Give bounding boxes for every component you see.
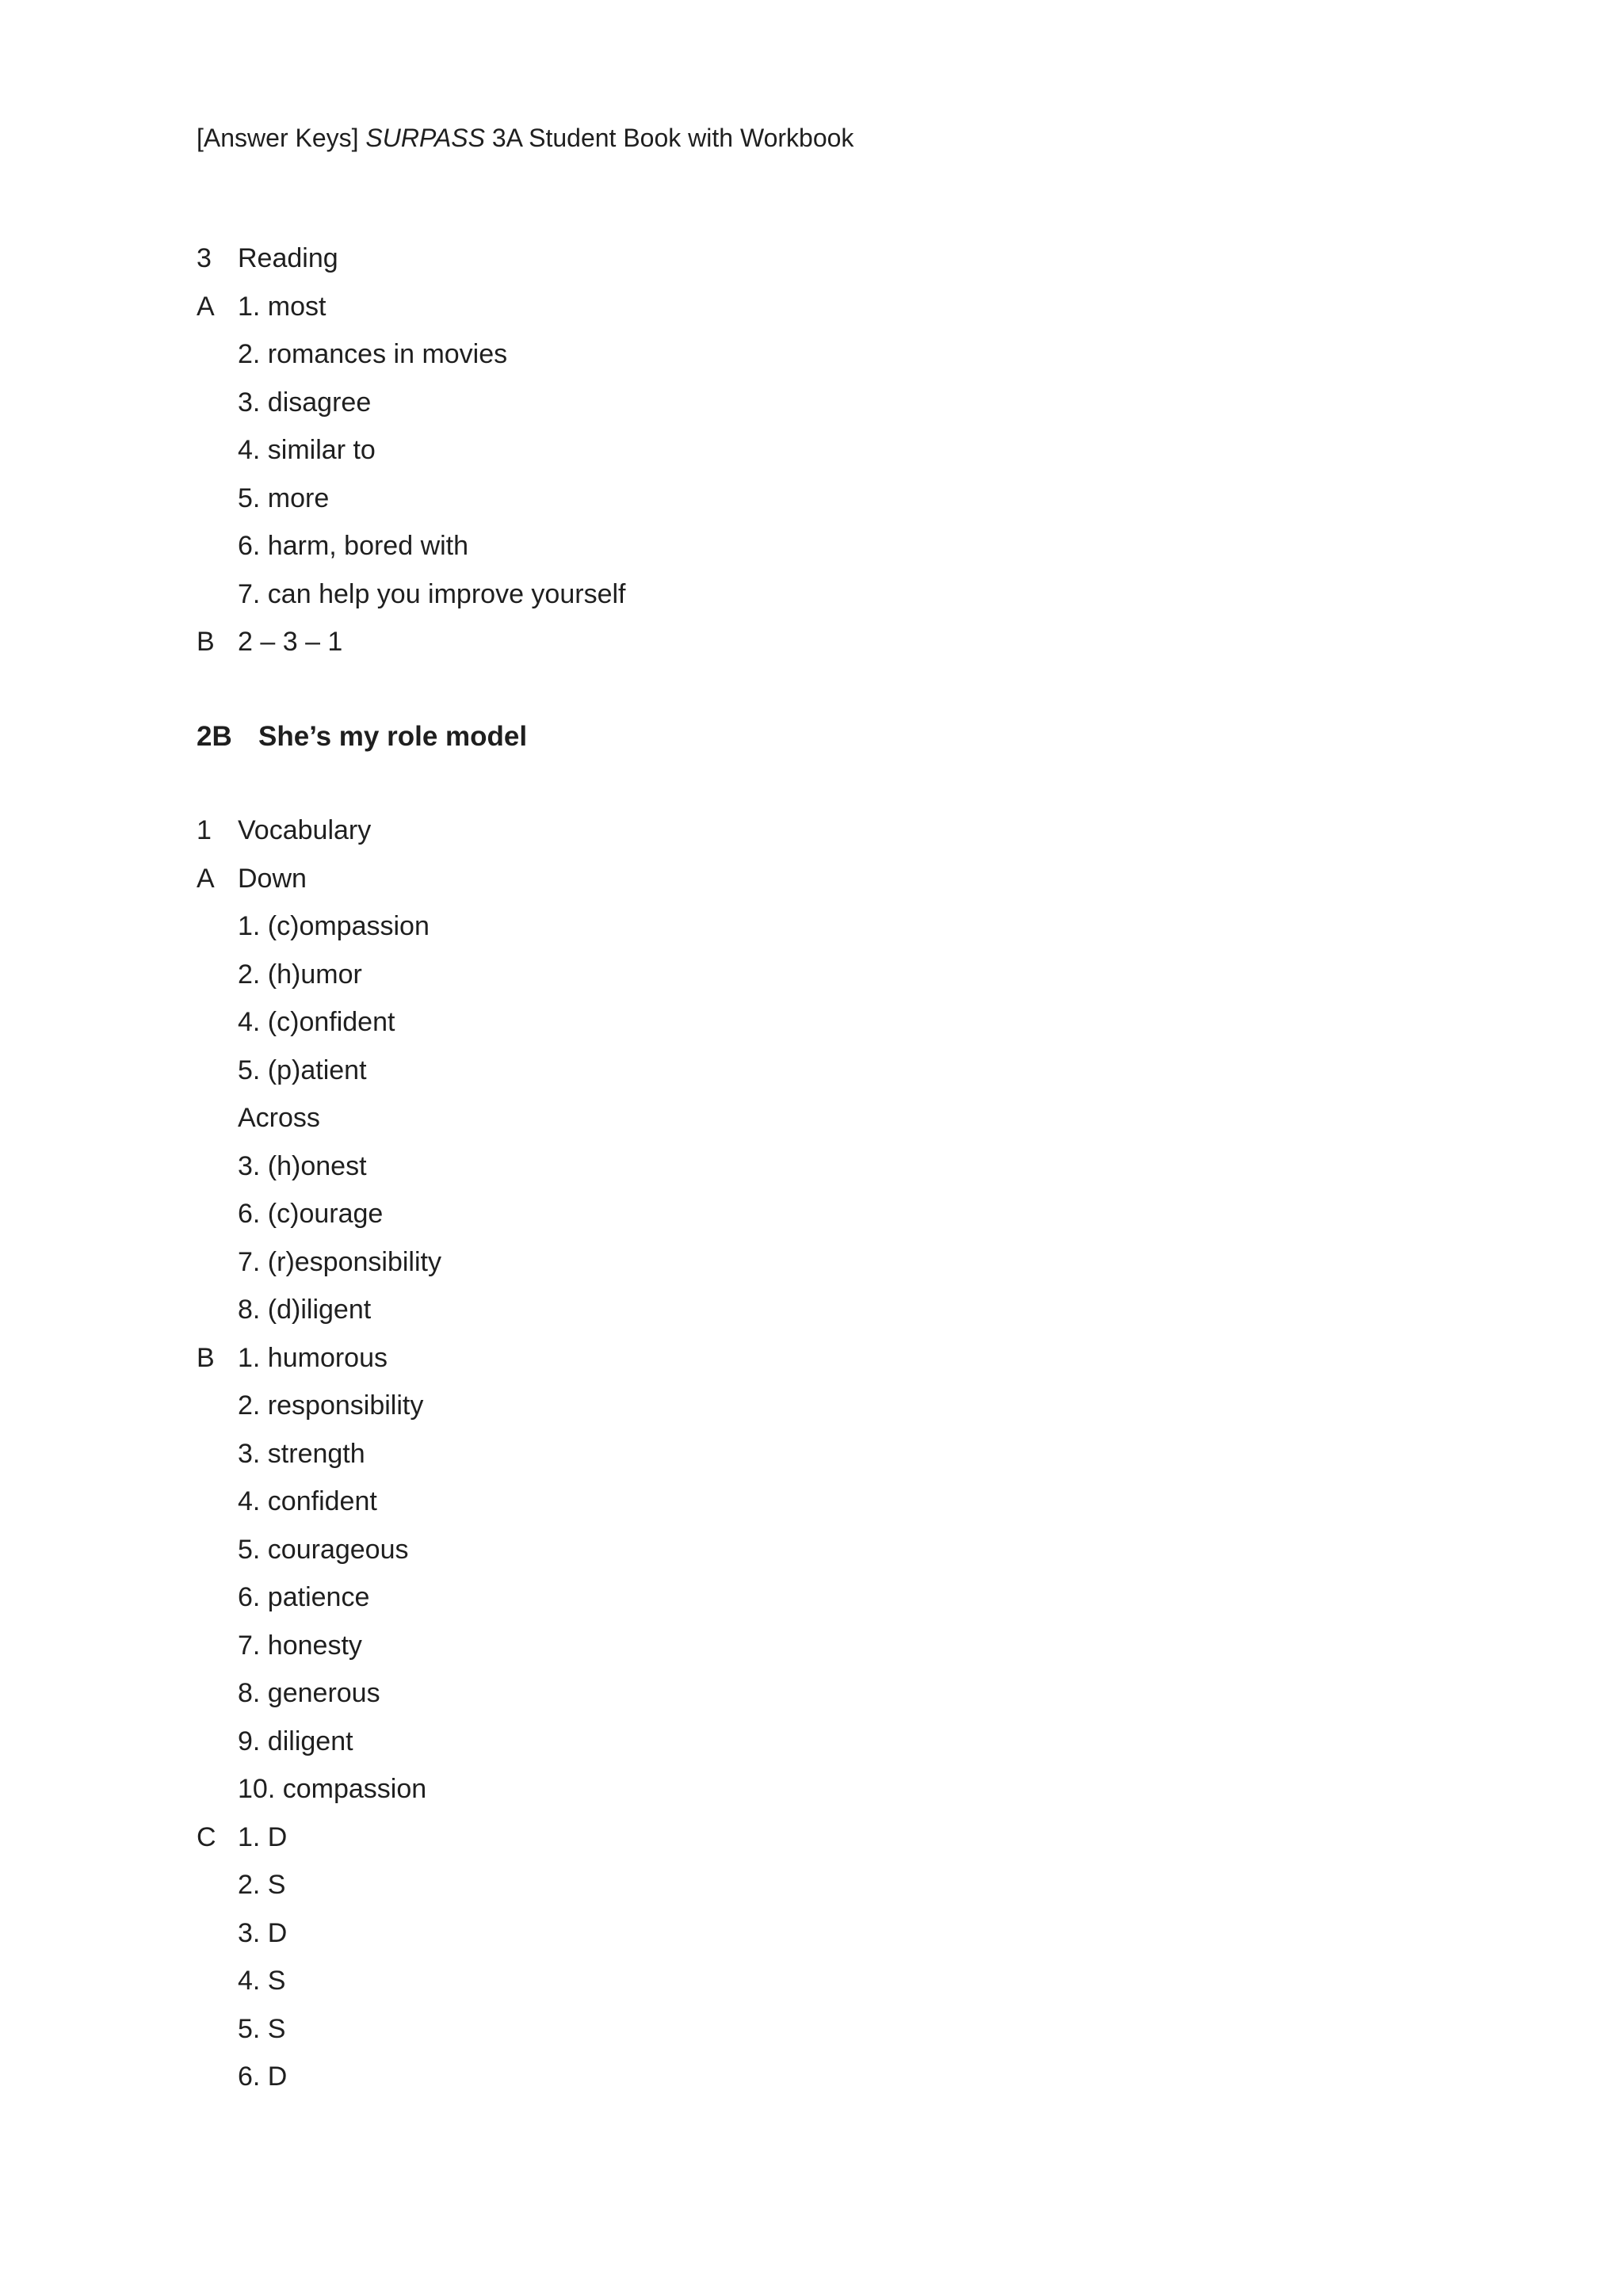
- header-prefix: [Answer Keys]: [197, 124, 359, 152]
- part-label: C: [197, 1821, 216, 1852]
- answer-item: 6. harm, bored with: [238, 531, 469, 562]
- section-number: 1: [197, 815, 212, 846]
- answer-item: B 1. humorous: [197, 1342, 388, 1373]
- answer-item: 5. (p)atient: [238, 1055, 367, 1085]
- answer-item: 9. diligent: [238, 1726, 353, 1756]
- answer-item: A 1. most: [197, 291, 327, 322]
- page-header: [197, 120, 854, 155]
- answer-item: 2. romances in movies: [238, 339, 508, 370]
- answer-item: 10. compassion: [238, 1774, 427, 1805]
- answer-item: 6. patience: [238, 1582, 370, 1613]
- subheading-across: Across: [238, 1103, 320, 1134]
- answer-item: 4. S: [238, 1966, 286, 1997]
- header-book-title: SURPASS: [365, 124, 485, 152]
- answer-item: 3. disagree: [238, 387, 372, 418]
- unit-name: She’s my role model: [258, 721, 528, 752]
- answer-item: 7. honesty: [238, 1630, 362, 1661]
- unit-code: 2B: [197, 721, 232, 752]
- answer-item: 5. more: [238, 482, 330, 513]
- section-heading: [197, 235, 625, 283]
- answer-item: B 2 – 3 – 1: [197, 627, 343, 658]
- part-label: B: [197, 1342, 215, 1373]
- part-label: A: [197, 291, 215, 322]
- unit-title: [197, 713, 527, 761]
- answer-item: 3. (h)onest: [238, 1150, 367, 1181]
- answer-item: 2. S: [238, 1870, 286, 1901]
- answer-item: 5. S: [238, 2013, 286, 2044]
- answer-item: 3. D: [238, 1917, 288, 1948]
- section-heading: [197, 807, 441, 855]
- subheading-down: Down: [238, 863, 307, 894]
- answer-item: 2. responsibility: [238, 1390, 424, 1421]
- answer-item: 2. (h)umor: [238, 959, 362, 990]
- section-title: Vocabulary: [238, 815, 372, 846]
- answer-item: 4. similar to: [238, 435, 376, 466]
- answer-item: 6. D: [238, 2061, 288, 2092]
- answer-item: [197, 855, 441, 903]
- section-title: Reading: [238, 243, 338, 274]
- answer-item: [197, 1094, 441, 1142]
- answer-item: 1. (c)ompassion: [238, 911, 430, 942]
- reading-section: [197, 235, 625, 666]
- part-label: A: [197, 863, 215, 894]
- answer-item: 4. confident: [238, 1486, 377, 1517]
- answer-item: 5. courageous: [238, 1534, 409, 1565]
- header-suffix: 3A Student Book with Workbook: [491, 124, 854, 152]
- answer-item: 8. generous: [238, 1678, 380, 1709]
- part-label: B: [197, 627, 215, 658]
- answer-item: 3. strength: [238, 1438, 365, 1469]
- answer-item: 7. can help you improve yourself: [238, 578, 626, 609]
- section-number: 3: [197, 243, 212, 274]
- answer-item: 4. (c)onfident: [238, 1007, 395, 1038]
- answer-item: C 1. D: [197, 1821, 288, 1852]
- answer-item: 6. (c)ourage: [238, 1199, 384, 1230]
- vocabulary-section: [197, 807, 441, 2101]
- answer-item: 8. (d)iligent: [238, 1295, 372, 1325]
- answer-item: 7. (r)esponsibility: [238, 1246, 441, 1277]
